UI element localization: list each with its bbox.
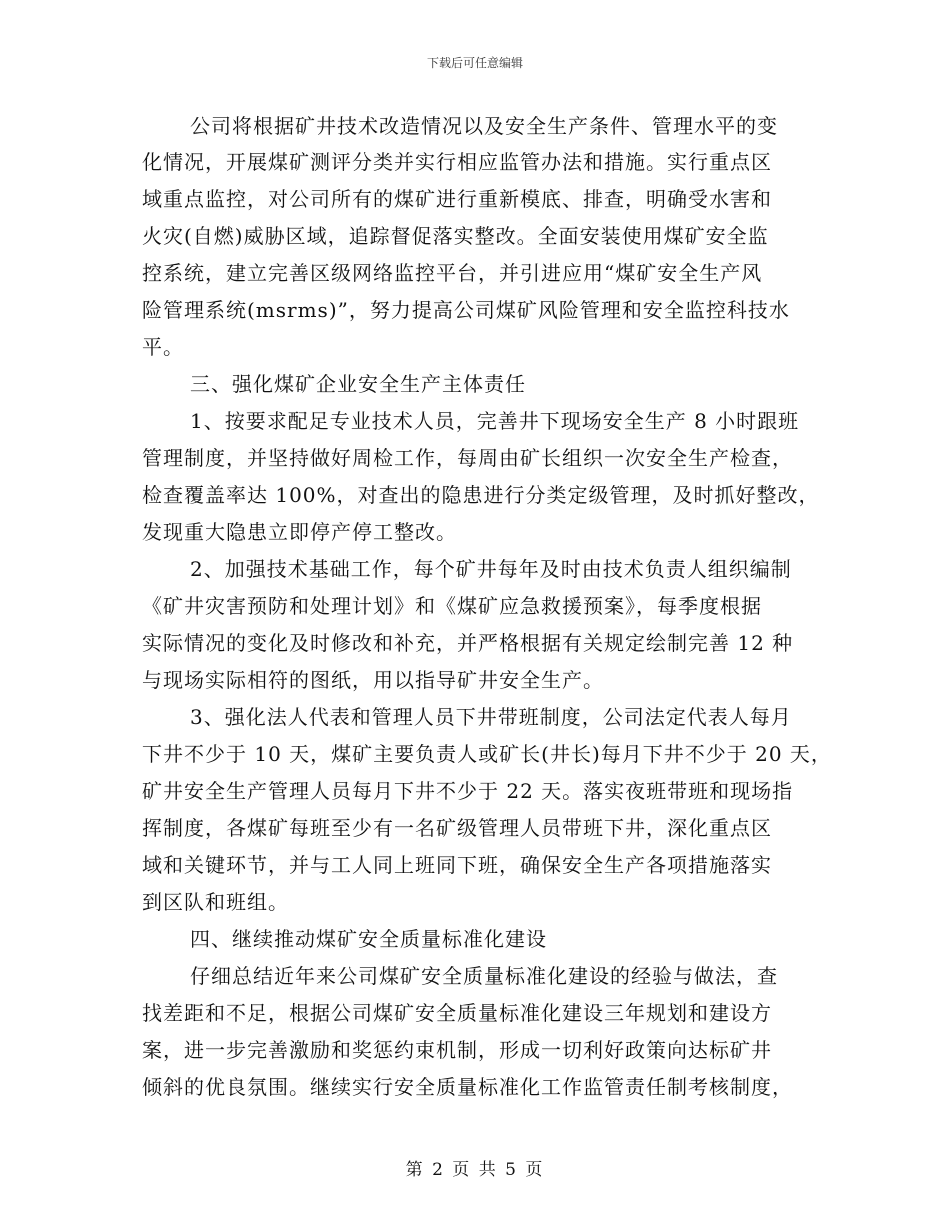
text-line: 2、加强技术基础工作，每个矿井每年及时由技术负责人组织编制 — [190, 557, 792, 581]
text-line: 下井不少于 10 天，煤矿主要负责人或矿长(井长)每月下井不少于 20 天， — [142, 742, 832, 766]
section-heading: 四、继续推动煤矿安全质量标准化建设 — [190, 927, 547, 951]
page-header: 下载后可任意编辑 — [426, 56, 523, 70]
page-number-footer: 第 2 页 共 5 页 — [405, 1160, 545, 1180]
text-line: 险管理系统(msrms)”，努力提高公司煤矿风险管理和安全监控科技水 — [142, 298, 790, 322]
text-line: 控系统，建立完善区级网络监控平台，并引进应用“煤矿安全生产风 — [142, 261, 763, 285]
text-line: 倾斜的优良氛围。继续实行安全质量标准化工作监管责任制考核制度， — [142, 1075, 793, 1099]
text-line: 化情况，开展煤矿测评分类并实行相应监管办法和措施。实行重点区 — [142, 150, 772, 174]
text-line: 1、按要求配足专业技术人员，完善井下现场安全生产 8 小时跟班 — [190, 409, 800, 433]
text-line: 找差距和不足，根据公司煤矿安全质量标准化建设三年规划和建设方 — [142, 1001, 772, 1025]
text-line: 到区队和班组。 — [142, 890, 289, 914]
section-heading: 三、强化煤矿企业安全生产主体责任 — [190, 372, 526, 396]
text-line: 火灾(自燃)威胁区域，追踪督促落实整改。全面安装使用煤矿安全监 — [142, 224, 769, 248]
text-line: 管理制度，并坚持做好周检工作，每周由矿长组织一次安全生产检查， — [142, 446, 793, 470]
text-line: 检查覆盖率达 100%，对查出的隐患进行分类定级管理，及时抓好整改， — [142, 483, 820, 507]
text-line: 3、强化法人代表和管理人员下井带班制度，公司法定代表人每月 — [190, 705, 792, 729]
text-line: 平。 — [142, 335, 184, 359]
text-line: 仔细总结近年来公司煤矿安全质量标准化建设的经验与做法，查 — [190, 964, 778, 988]
text-line: 与现场实际相符的图纸，用以指导矿井安全生产。 — [142, 668, 604, 692]
text-line: 域和关键环节，并与工人同上班同下班，确保安全生产各项措施落实 — [142, 853, 772, 877]
text-line: 发现重大隐患立即停产停工整改。 — [142, 520, 457, 544]
text-line: 实际情况的变化及时修改和补充，并严格根据有关规定绘制完善 12 种 — [142, 631, 794, 655]
text-line: 挥制度，各煤矿每班至少有一名矿级管理人员带班下井，深化重点区 — [142, 816, 772, 840]
text-line: 公司将根据矿井技术改造情况以及安全生产条件、管理水平的变 — [190, 114, 778, 138]
text-line: 《矿井灾害预防和处理计划》和《煤矿应急救援预案》，每季度根据 — [142, 594, 762, 618]
text-line: 案，进一步完善激励和奖惩约束机制，形成一切利好政策向达标矿井 — [142, 1038, 772, 1062]
text-line: 矿井安全生产管理人员每月下井不少于 22 天。落实夜班带班和现场指 — [142, 779, 794, 803]
text-line: 域重点监控，对公司所有的煤矿进行重新模底、排查，明确受水害和 — [142, 187, 772, 211]
